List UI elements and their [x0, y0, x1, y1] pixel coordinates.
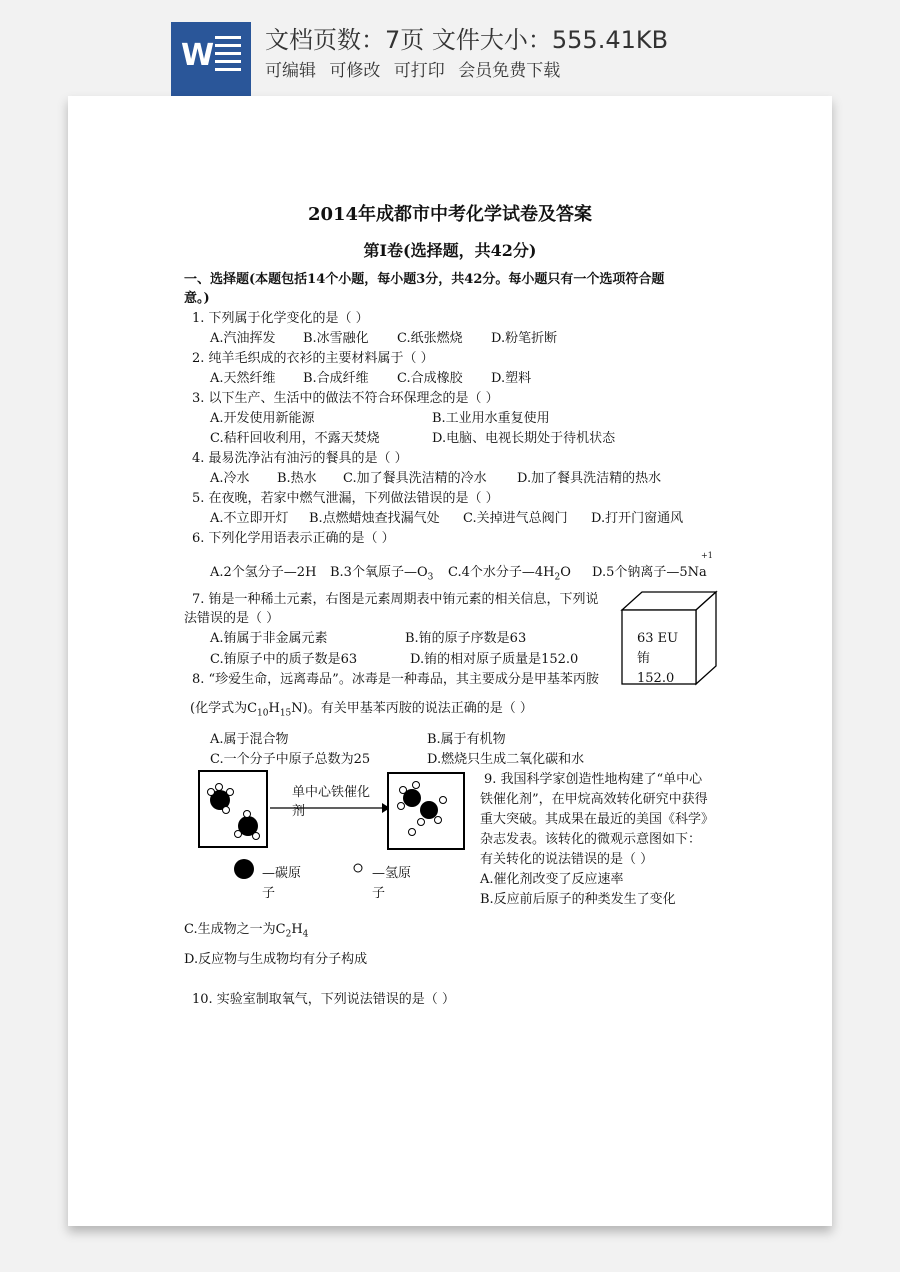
question-6: 6. 下列化学用语表示正确的是（ ）: [192, 531, 395, 546]
option: B.合成纤维: [303, 371, 369, 386]
question-7: 法错误的是（ ）: [184, 611, 280, 626]
legend-hydrogen: —氢原: [372, 866, 412, 881]
download-banner: [0, 0, 900, 96]
arrow-label: 剂: [292, 804, 306, 819]
element-name: 铕: [637, 651, 651, 666]
option: C.生成物之一为$C_2H_4$: [184, 922, 309, 940]
question-8: 8. “珍爱生命，远离毒品”。冰毒是一种毒品，其主要成分是甲基苯丙胺: [192, 672, 599, 687]
banner-subtitle: 可编辑 可修改 可打印 会员免费下载: [265, 61, 561, 81]
option: A.催化剂改变了反应速率: [480, 872, 624, 887]
option: B.3个氧原子$—O_3$: [330, 565, 434, 583]
option: C.关掉进气总阀门: [463, 511, 568, 526]
option: C.秸秆回收利用，不露天焚烧: [210, 431, 380, 446]
element-mass: 152.0: [637, 671, 675, 686]
question-3: 3. 以下生产、生活中的做法不符合环保理念的是（ ）: [192, 391, 499, 406]
option: D.加了餐具洗洁精的热水: [517, 471, 662, 486]
hydrogen-atom-icon: [352, 862, 364, 874]
option: B.铕的原子序数是63: [405, 631, 527, 646]
option: D.粉笔折断: [491, 331, 558, 346]
question-9: 杂志发表。该转化的微观示意图如下：: [480, 832, 702, 847]
option: D.反应物与生成物均有分子构成: [184, 952, 368, 967]
option: A.2个氢分子—2H: [210, 565, 317, 580]
question-8: (化学式为$C_{10}H_{15}N$)。有关甲基苯丙胺的说法正确的是（ ）: [190, 701, 533, 719]
question-9: 9. 我国科学家创造性地构建了“单中心: [484, 772, 703, 787]
option: D.电脑、电视长期处于待机状态: [432, 431, 616, 446]
reaction-diagram: [198, 770, 478, 850]
option: C.一个分子中原子总数为25: [210, 752, 371, 767]
option: B.热水: [277, 471, 317, 486]
option: A.属于混合物: [210, 732, 289, 747]
option: A.不立即开灯: [210, 511, 289, 526]
option: D.5个钠离子—5Na: [592, 565, 707, 580]
option: D.塑料: [491, 371, 532, 386]
legend-hydrogen: 子: [372, 886, 386, 901]
option: B.冰雪融化: [303, 331, 369, 346]
question-9: 重大突破。其成果在最近的美国《科学》: [480, 812, 715, 827]
option: B.点燃蜡烛查找漏气处: [309, 511, 440, 526]
option: B.工业用水重复使用: [432, 411, 550, 426]
question-7: 7. 铕是一种稀土元素，右图是元素周期表中铕元素的相关信息，下列说: [192, 592, 599, 607]
option: D.燃烧只生成二氧化碳和水: [427, 752, 585, 767]
option: D.铕的相对原子质量是152.0: [410, 652, 579, 667]
question-9: 铁催化剂”，在甲烷高效转化研究中获得: [480, 792, 708, 807]
question-10: 10. 实验室制取氧气，下列说法错误的是（ ）: [192, 992, 455, 1007]
option: B.属于有机物: [427, 732, 506, 747]
carbon-atom-icon: [232, 857, 256, 881]
arrow-label: 单中心铁催化: [292, 785, 371, 800]
option: B.反应前后原子的种类发生了变化: [480, 892, 676, 907]
banner-title: 文档页数：7页 文件大小：555.41KB: [265, 26, 669, 54]
option: A.铕属于非金属元素: [210, 631, 328, 646]
element-number: 63 EU: [637, 631, 679, 646]
option: D.打开门窗通风: [591, 511, 684, 526]
question-5: 5. 在夜晚，若家中燃气泄漏，下列做法错误的是（ ）: [192, 491, 499, 506]
option: A.汽油挥发: [210, 331, 276, 346]
option: C.4个水分子$—4H_2O$: [448, 565, 571, 583]
option: C.合成橡胶: [397, 371, 463, 386]
doc-title: 2014年成都市中考化学试卷及答案: [307, 204, 593, 225]
option: A.开发使用新能源: [210, 411, 315, 426]
option: C.铕原子中的质子数是63: [210, 652, 358, 667]
option: A.天然纤维: [210, 371, 276, 386]
question-4: 4. 最易洗净沾有油污的餐具的是（ ）: [192, 451, 408, 466]
option: C.纸张燃烧: [397, 331, 463, 346]
legend-carbon: —碳原: [262, 866, 302, 881]
charge-superscript: +1: [701, 551, 713, 560]
question-1: 1. 下列属于化学变化的是（ ）: [192, 311, 369, 326]
section-title: 第I卷(选择题，共42分): [363, 241, 537, 260]
intro-line: 一、选择题(本题包括14个小题，每小题3分，共42分。每小题只有一个选项符合题: [184, 272, 665, 287]
option: A.冷水: [210, 471, 250, 486]
legend-carbon: 子: [262, 886, 276, 901]
question-9: 有关转化的说法错误的是（ ）: [480, 852, 654, 867]
word-icon: W: [171, 22, 251, 96]
intro-line: 意。): [184, 291, 210, 306]
question-2: 2. 纯羊毛织成的衣衫的主要材料属于（ ）: [192, 351, 434, 366]
option: C.加了餐具洗洁精的冷水: [343, 471, 487, 486]
